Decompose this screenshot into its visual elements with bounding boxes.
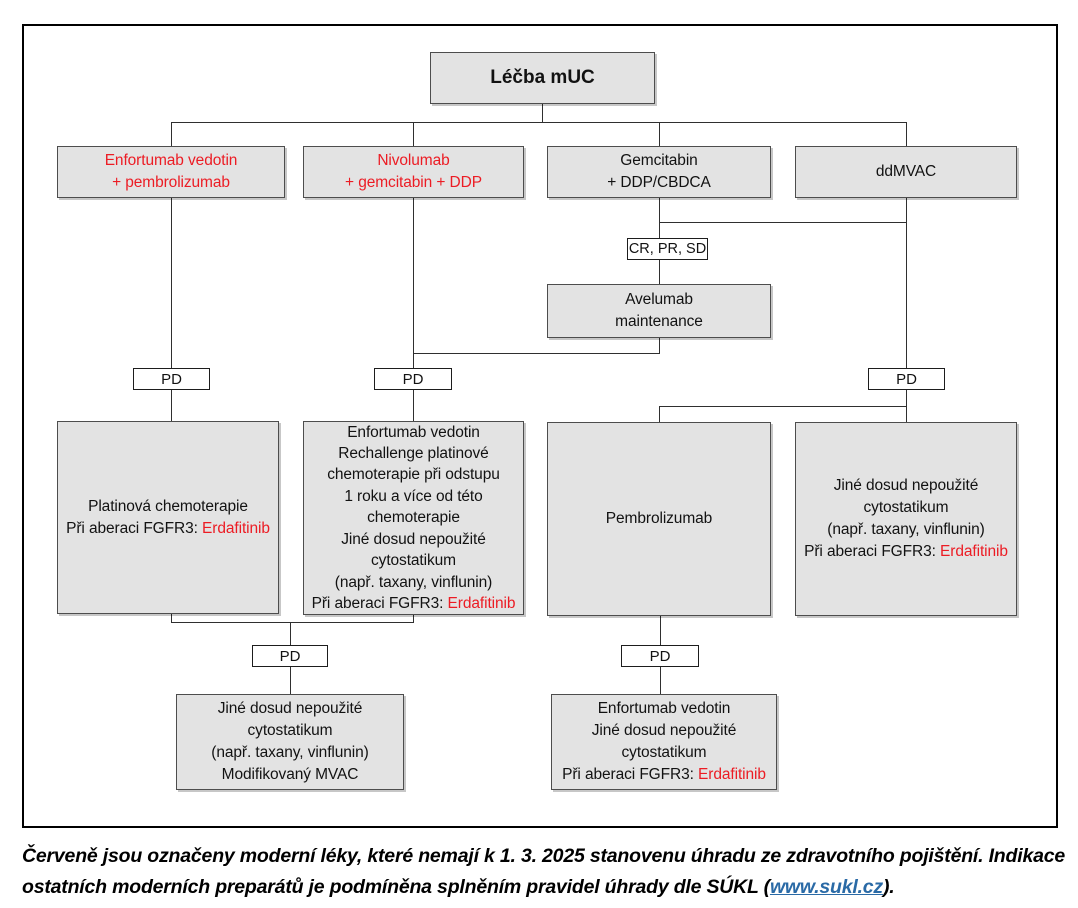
node-avelumab-maintenance: [547, 284, 771, 338]
connector-line: [906, 390, 907, 406]
connector-line: [413, 353, 660, 354]
label-pd-1: [133, 368, 210, 390]
footnote-line1: Červeně jsou označeny moderní léky, které nemají k 1. 3. 2025 stanovenu úhradu ze zdravotního pojištění. Indikace: [22, 845, 1066, 867]
node-line: Avelumab: [625, 291, 693, 308]
node-label: CR, PR, SD: [628, 240, 707, 257]
node-line: Enfortumab vedotin: [104, 152, 238, 169]
node-enfortumab-pembrolizumab: [57, 146, 285, 198]
pd-label: PD: [161, 370, 182, 388]
sukl-link[interactable]: www.sukl.cz: [769, 876, 883, 898]
connector-line: [413, 122, 414, 146]
pd-label: PD: [279, 647, 301, 665]
node-label: Pembrolizumab: [605, 510, 713, 527]
node-line: (např. taxany, vinflunin): [334, 573, 493, 591]
label-pd-2: [374, 368, 452, 390]
node-line: + DDP/CBDCA: [607, 174, 711, 191]
node-label: ddMVAC: [875, 163, 937, 180]
connector-line: [413, 198, 414, 368]
fgfr3-prefix: Při aberaci FGFR3:: [66, 519, 203, 537]
connector-line: [171, 390, 172, 421]
node-line: [66, 518, 270, 540]
node-line: cytostatikum: [247, 722, 333, 739]
connector-line: [290, 622, 291, 645]
node-lecba-muc: [430, 52, 655, 104]
connector-line: [171, 198, 172, 368]
label-pd-5: [621, 645, 699, 667]
node-line: Platinová chemoterapie: [88, 497, 248, 515]
label-pd-3: [868, 368, 945, 390]
connector-line: [659, 198, 660, 238]
fgfr3-prefix: Při aberaci FGFR3:: [311, 594, 448, 612]
node-line: [312, 593, 516, 614]
pd-label: PD: [896, 370, 917, 388]
node-line: [562, 764, 766, 786]
node-line: Jiné dosud nepoužité: [341, 530, 486, 548]
node-line: Rechallenge platinové: [338, 445, 489, 463]
node-nivolumab-gemcitabin-ddp: [303, 146, 524, 198]
node-line: Jiné dosud nepoužité: [217, 700, 363, 717]
footnote: [22, 841, 1068, 903]
node-platinova-chemoterapie: [57, 421, 279, 614]
node-line: Enfortumab vedotin: [347, 423, 480, 441]
node-line: Enfortumab vedotin: [597, 700, 731, 717]
connector-line: [660, 667, 661, 694]
connector-line: [659, 338, 660, 353]
connector-line: [659, 406, 660, 422]
pd-label: PD: [402, 370, 424, 388]
node-ddmvac: [795, 146, 1017, 198]
fgfr3-prefix: Při aberaci FGFR3:: [804, 543, 941, 560]
node-pembrolizumab: [547, 422, 771, 616]
node-line: maintenance: [615, 313, 703, 330]
node-line: [804, 541, 1008, 563]
connector-line: [290, 667, 291, 694]
node-line: 1 roku a více od této: [344, 487, 483, 505]
node-gemcitabin-ddp-cbdca: [547, 146, 771, 198]
connector-line: [171, 122, 172, 146]
node-line: cytostatikum: [371, 552, 456, 570]
connector-line: [171, 614, 172, 622]
connector-line: [659, 122, 660, 146]
erdafitinib-label: Erdafitinib: [940, 543, 1008, 560]
label-pd-4: [252, 645, 328, 667]
erdafitinib-label: Erdafitinib: [698, 766, 766, 783]
connector-line: [413, 390, 414, 421]
label-cr-pr-sd: [627, 238, 708, 260]
node-line: cytostatikum: [863, 499, 949, 516]
connector-line: [906, 198, 907, 368]
connector-line: [171, 122, 907, 123]
fgfr3-prefix: Při aberaci FGFR3:: [562, 766, 699, 783]
connector-line: [171, 622, 414, 623]
node-enfortumab-bottom: [551, 694, 777, 790]
connector-line: [659, 222, 906, 223]
connector-line: [906, 406, 907, 422]
node-line: Nivolumab: [377, 152, 450, 169]
connector-line: [659, 406, 906, 407]
node-line: Jiné dosud nepoužité: [591, 722, 737, 739]
footnote-line2-prefix: ostatních moderních preparátů je podmíněna splněním pravidel úhrady dle SÚKL (: [22, 876, 770, 898]
connector-line: [660, 616, 661, 645]
node-line: chemoterapie při odstupu: [327, 466, 500, 484]
pd-label: PD: [649, 647, 671, 665]
node-line: Modifikovaný MVAC: [221, 766, 359, 783]
connector-line: [906, 122, 907, 146]
connector-line: [659, 260, 660, 284]
node-jine-cytostatikum-bottom-left: [176, 694, 404, 790]
node-line: (např. taxany, vinflunin): [827, 521, 985, 538]
node-jine-cytostatikum-right: [795, 422, 1017, 616]
node-line: cytostatikum: [621, 744, 707, 761]
node-line: + pembrolizumab: [112, 174, 230, 191]
node-line: Jiné dosud nepoužité: [833, 477, 979, 494]
erdafitinib-label: Erdafitinib: [202, 519, 270, 537]
node-enfortumab-rechallenge: [303, 421, 524, 615]
node-line: (např. taxany, vinflunin): [211, 744, 369, 761]
node-line: + gemcitabin + DDP: [345, 174, 482, 191]
connector-line: [542, 104, 543, 122]
node-line: Gemcitabin: [620, 152, 698, 169]
footnote-line2-suffix: ).: [882, 876, 895, 898]
node-label: Léčba mUC: [490, 67, 595, 88]
connector-line: [413, 615, 414, 622]
node-line: chemoterapie: [367, 509, 460, 527]
erdafitinib-label: Erdafitinib: [447, 594, 516, 612]
